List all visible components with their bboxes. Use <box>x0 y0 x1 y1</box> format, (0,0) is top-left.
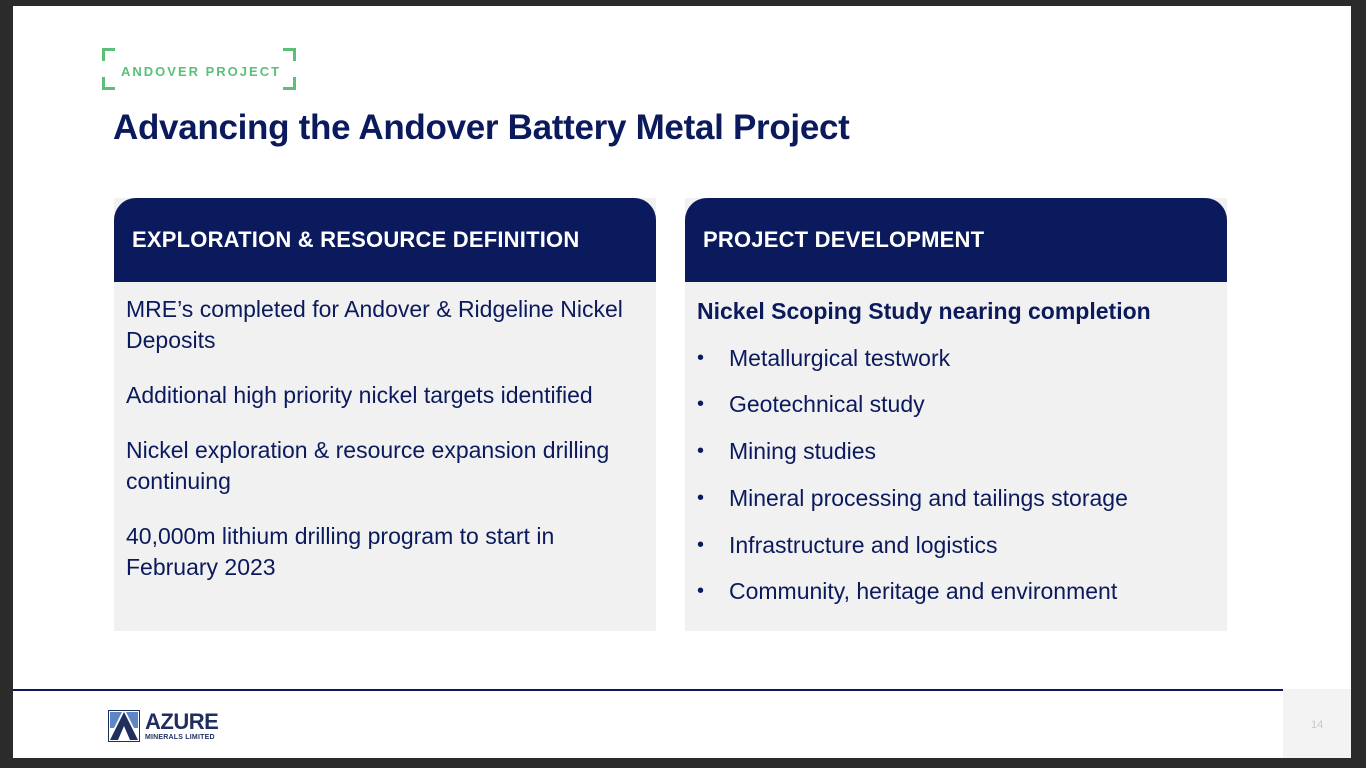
page-number: 14 <box>1311 719 1324 731</box>
bullet-item <box>697 343 1215 373</box>
bullet-text: Mining studies <box>729 438 877 465</box>
bracket-bottom-left <box>102 77 115 90</box>
footer-divider <box>13 689 1283 691</box>
exploration-panel-body <box>114 282 656 583</box>
exploration-panel <box>114 198 656 631</box>
bracket-top-left <box>102 48 115 61</box>
bullet-icon: • <box>697 486 705 509</box>
scoping-study-heading: Nickel Scoping Study nearing completion <box>697 298 1151 324</box>
bullet-text: Mineral processing and tailings storage <box>729 484 1128 511</box>
logo-subtitle: MINERALS LIMITED <box>145 734 215 741</box>
bracket-bottom-right <box>283 77 296 90</box>
bullet-text: Geotechnical study <box>729 391 925 418</box>
bullet-item <box>697 577 1215 607</box>
bullet-item <box>697 390 1215 420</box>
list-item: Additional high priority nickel targets identified <box>126 382 593 408</box>
development-panel <box>685 198 1227 631</box>
page-title: Advancing the Andover Battery Metal Project <box>113 108 850 147</box>
bullet-item <box>697 437 1215 467</box>
bullet-icon: • <box>697 393 705 416</box>
bullet-icon: • <box>697 580 705 603</box>
bullet-text: Community, heritage and environment <box>729 578 1118 605</box>
development-panel-header: PROJECT DEVELOPMENT <box>685 198 1227 282</box>
azure-logo-icon <box>108 710 140 742</box>
list-item: MRE’s completed for Andover & Ridgeline Nickel Deposits <box>126 296 623 353</box>
bullet-text: Infrastructure and logistics <box>729 531 998 558</box>
bullet-icon: • <box>697 346 705 369</box>
logo-wordmark: AZURE <box>145 709 219 734</box>
bracket-top-right <box>283 48 296 61</box>
bullet-text: Metallurgical testwork <box>729 344 951 371</box>
bullet-icon: • <box>697 533 705 556</box>
slide <box>13 6 1351 758</box>
bullet-item <box>697 483 1215 513</box>
section-label <box>102 48 296 90</box>
list-item: Nickel exploration & resource expansion drilling continuing <box>126 437 610 494</box>
company-logo <box>108 709 228 745</box>
exploration-panel-header: EXPLORATION & RESOURCE DEFINITION <box>114 198 656 282</box>
list-item: 40,000m lithium drilling program to start in February 2023 <box>126 523 555 580</box>
development-panel-body <box>685 282 1227 607</box>
bullet-icon: • <box>697 440 705 463</box>
bullet-item <box>697 530 1215 560</box>
section-label-text: ANDOVER PROJECT <box>121 64 282 79</box>
